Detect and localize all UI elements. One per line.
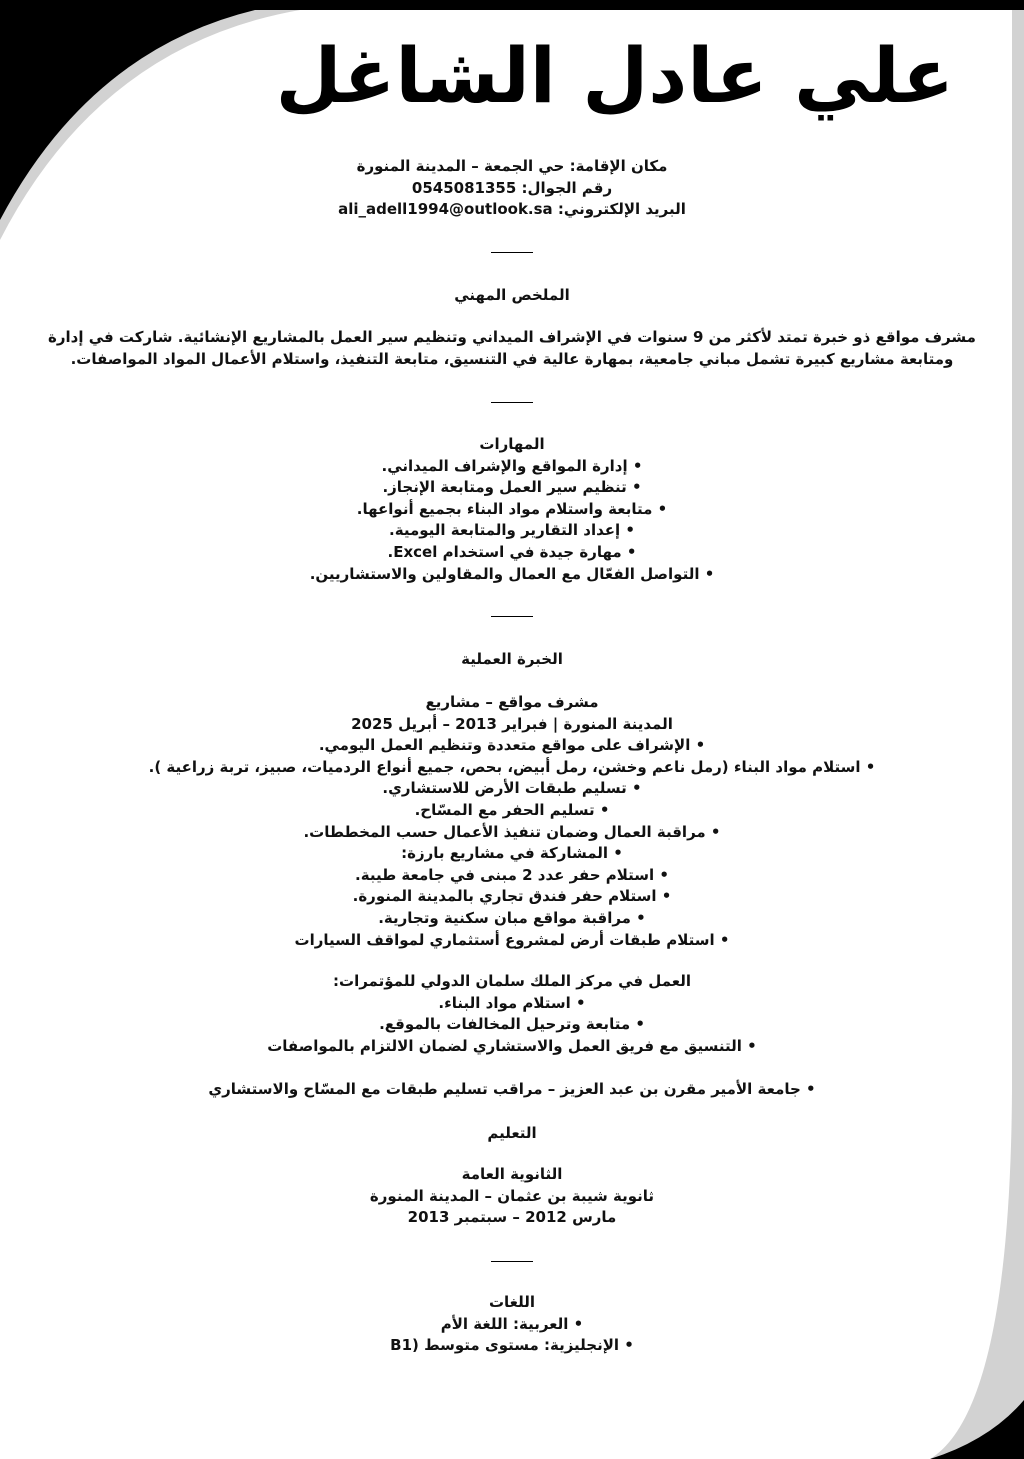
languages-heading: اللغات	[488, 1293, 536, 1311]
kasicc-item: • متابعة وترحيل المخالفات بالموقع.	[379, 1015, 645, 1034]
summary-heading: الملخص المهني	[454, 286, 570, 304]
separator-3	[0, 616, 1024, 617]
separator-2	[0, 402, 1024, 403]
summary-heading-block	[0, 284, 1024, 306]
skills-section	[0, 434, 1024, 585]
languages-section	[0, 1292, 1024, 1357]
contact-block	[0, 156, 1024, 221]
experience-item: • تسليم الحفر مع المسّاح.	[414, 800, 610, 819]
skills-heading: المهارات	[479, 435, 545, 453]
kasicc-section	[0, 971, 1024, 1057]
university-item: • جامعة الأمير مقرن بن عبد العزيز – مراقب تسليم طبقات مع المسّاح والاستشاري	[208, 1080, 816, 1098]
skill-item: • التواصل الفعّال مع العمال والمقاولين والاستشاريين.	[309, 564, 715, 583]
language-item: • الإنجليزية: مستوى متوسط (B1	[390, 1336, 634, 1355]
experience-item: • تسليم طبقات الأرض للاستشاري.	[382, 779, 642, 798]
education-dates: مارس 2012 – سبتمبر 2013	[407, 1208, 617, 1227]
job-place-date: المدينة المنورة | فبراير 2013 – أبريل 2025	[351, 714, 673, 733]
skill-item: • تنظيم سير العمل ومتابعة الإنجاز.	[382, 478, 642, 497]
email-line: البريد الإلكتروني: ali_adell1994@outlook.sa	[338, 200, 686, 219]
kasicc-item: • استلام مواد البناء.	[438, 993, 586, 1012]
skill-item: • مهارة جيدة في استخدام Excel.	[387, 542, 637, 561]
education-details	[0, 1164, 1024, 1229]
experience-section	[0, 692, 1024, 951]
language-item: • العربية: اللغة الأم	[440, 1314, 584, 1333]
experience-item: • مراقبة مواقع مبان سكنية وتجارية.	[378, 908, 646, 927]
skill-item: • إعداد التقارير والمتابعة اليومية.	[389, 521, 635, 540]
university-section	[0, 1079, 1024, 1101]
experience-item: • المشاركة في مشاريع بارزة:	[401, 844, 623, 863]
experience-item: • استلام مواد البناء (رمل ناعم وخشن، رمل أبيض، بحص، جميع أنواع الردميات، صبيز، تربة زراعية ).	[148, 757, 876, 776]
experience-item: • استلام طبقات أرض لمشروع أستثماري لمواقف السيارات	[294, 930, 730, 949]
candidate-name: علي عادل الشاغل	[275, 31, 954, 120]
experience-heading-block	[0, 648, 1024, 670]
experience-item: • الإشراف على مواقع متعددة وتنظيم العمل اليومي.	[318, 736, 706, 755]
skill-item: • متابعة واستلام مواد البناء بجميع أنواعها.	[356, 499, 668, 518]
education-degree: الثانوية العامة	[461, 1165, 563, 1183]
skill-item: • إدارة المواقع والإشراف الميداني.	[381, 456, 643, 475]
job-title: مشرف مواقع – مشاريع	[425, 693, 599, 711]
experience-heading: الخبرة العملية	[461, 650, 563, 668]
separator-4	[0, 1261, 1024, 1262]
phone-line: رقم الجوال: 0545081355	[411, 178, 613, 197]
kasicc-title: العمل في مركز الملك سلمان الدولي للمؤتمرات:	[333, 972, 691, 990]
summary-text: مشرف مواقع ذو خبرة تمتد لأكثر من 9 سنوات في الإشراف الميداني وتنظيم سير العمل بالمشاريع الإنشائية. شاركت في إدارة ومتابعة مشاريع كبيرة تشمل مباني جامعية، بمهارة عالية في التنسيق، متابعة التنفيذ، واستلام الأعمال المواد المواصفات.	[48, 328, 976, 368]
kasicc-item: • التنسيق مع فريق العمل والاستشاري لضمان الالتزام بالمواصفات	[267, 1036, 757, 1055]
separator-1	[0, 252, 1024, 253]
experience-item: • استلام حفر فندق تجاري بالمدينة المنورة.	[352, 887, 672, 906]
education-section	[0, 1122, 1024, 1144]
residence-line: مكان الإقامة: حي الجمعة – المدينة المنورة	[356, 157, 668, 175]
experience-item: • استلام حفر عدد 2 مبنى في جامعة طيبة.	[355, 865, 669, 884]
education-school: ثانوية شيبة بن عثمان – المدينة المنورة	[369, 1186, 655, 1205]
experience-item: • مراقبة العمال وضمان تنفيذ الأعمال حسب المخططات.	[303, 822, 721, 841]
education-heading: التعليم	[487, 1124, 537, 1142]
